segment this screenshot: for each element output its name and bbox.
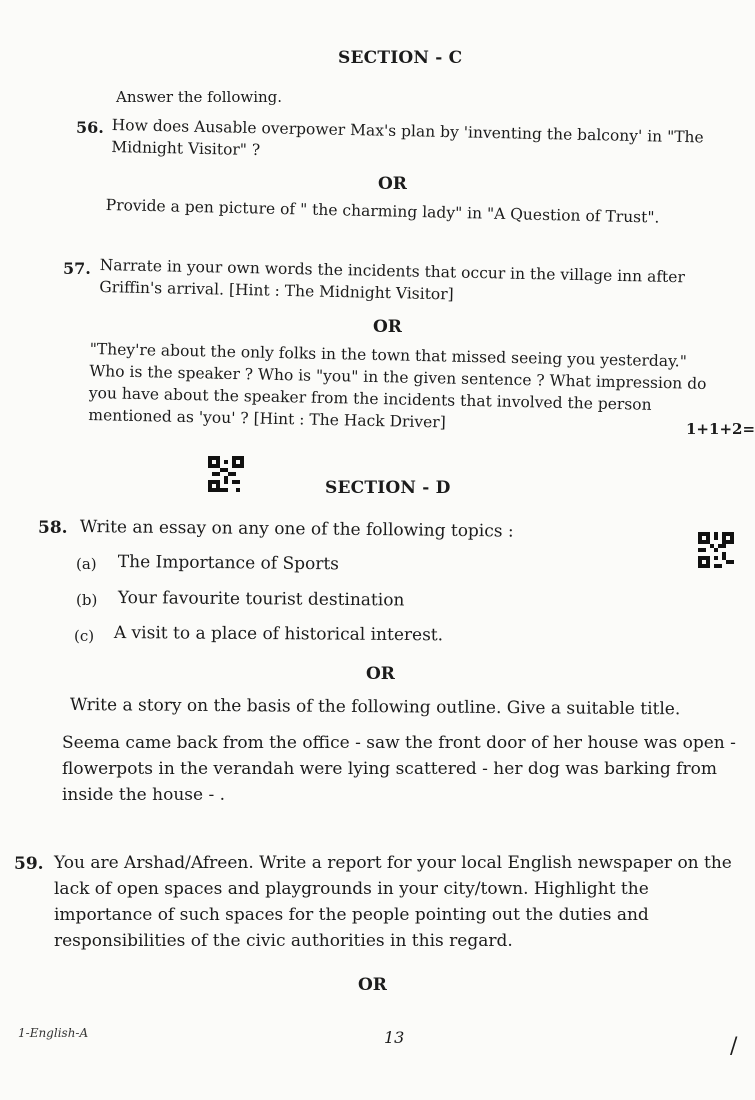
question-58-text: Write an essay on any one of the following topics :: [79, 516, 514, 542]
option-a-text: The Importance of Sports: [117, 551, 340, 575]
question-56-or: OR: [378, 174, 407, 194]
page-number: 13: [384, 1028, 405, 1047]
question-59-number: 59.: [14, 854, 44, 874]
option-b-text: Your favourite tourist destination: [117, 587, 405, 611]
option-a-label: (a): [76, 555, 97, 573]
question-58-or: OR: [366, 664, 395, 684]
question-58-alternative: Write a story on the basis of the following outline. Give a suitable title.: [69, 694, 681, 720]
section-c-title: SECTION - C: [338, 48, 463, 68]
qr-code-icon-2: [698, 532, 734, 568]
section-d-title: SECTION - D: [325, 478, 451, 498]
option-c-label: (c): [74, 627, 95, 645]
footer-code: 1-English-A: [18, 1026, 89, 1040]
question-57-text: Narrate in your own words the incidents that occur in the village inn after Griffin's arrival. [Hint : The Midnight Visitor]: [99, 255, 686, 304]
question-58-outline: Seema came back from the office - saw the front door of her house was open - flowerpots in the verandah were lying scattered - her dog was barking from inside the house - .: [62, 733, 736, 805]
question-57-alternative: "They're about the only folks in the town that missed seeing you yesterday." Who is the speaker ? Who is "you" in the given sentence ? What impression do you have about the speaker from the incidents that involved the person mentioned as 'you' ? [Hint : The Hack Driver]: [88, 339, 707, 432]
question-57-marks: 1+1+2=: [686, 420, 755, 438]
question-58-number: 58.: [38, 518, 68, 538]
section-c-instruction: Answer the following.: [116, 88, 283, 106]
question-59-or: OR: [358, 975, 387, 995]
question-59-text: You are Arshad/Afreen. Write a report for your local English newspaper on the lack of open spaces and playgrounds in your city/town. Highlight the importance of such spaces for the people pointing out the duties and responsibilities of the civic authorities in this regard.: [54, 853, 732, 951]
question-56-number: 56.: [76, 118, 104, 137]
question-56-text: How does Ausable overpower Max's plan by 'inventing the balcony' in "The Midnight Visitor" ?: [111, 115, 704, 160]
question-57-number: 57.: [63, 259, 91, 278]
footer-mark: /: [730, 1034, 738, 1059]
question-56-alternative: Provide a pen picture of " the charming lady" in "A Question of Trust".: [105, 195, 660, 227]
option-b-label: (b): [76, 591, 98, 609]
qr-code-icon: [208, 456, 244, 492]
option-c-text: A visit to a place of historical interest.: [113, 622, 444, 646]
question-57-or: OR: [373, 317, 402, 337]
